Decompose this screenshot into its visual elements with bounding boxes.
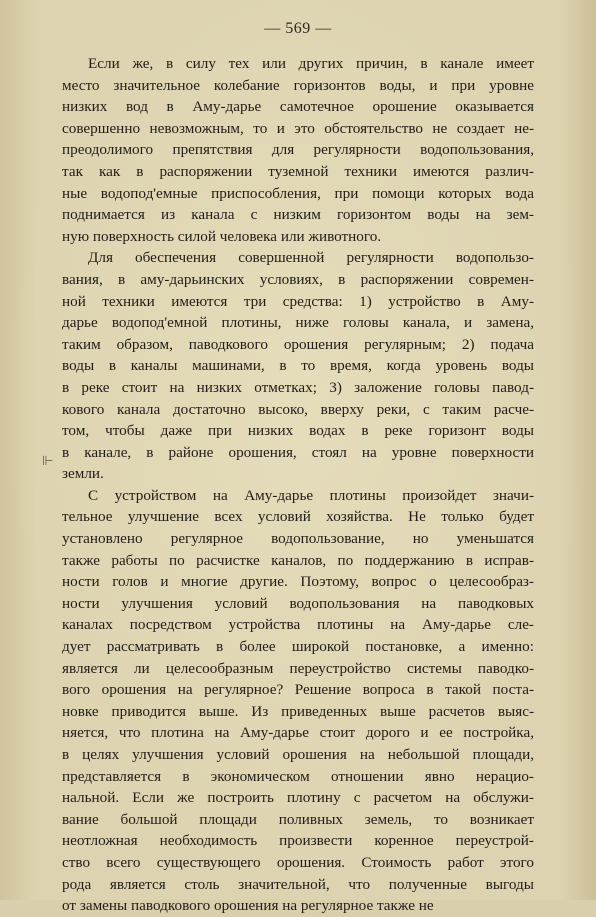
text-line: так как в распоряжении туземной техники имеются различ- [62,162,534,180]
text-line: ные водопод'емные приспособления, при помощи которых вода [62,184,534,202]
text-line: представляется в экономическом отношении явно нерацио- [62,767,534,785]
text-line: том, чтобы даже при низких водах в реке горизонт воды [62,422,534,440]
text-line: кового канала достаточно высоко, вверху реки, с таким расче- [62,400,534,418]
text-line: ство всего существующего орошения. Стоимость работ этого [62,853,534,871]
text-line: преодолимого препятствия для регулярности водопользования, [62,141,534,159]
text-line: вания, в аму-дарьинских условиях, в распоряжении современ- [62,270,534,288]
text-line: также работы по расчистке каналов, по поддержанию в исправ- [62,551,534,569]
text-line: совершенно невозможным, то и это обстоятельство не создает не- [62,119,534,137]
margin-mark: ⊩ [42,454,54,469]
text-line: Если же, в силу тех или других причин, в канале имеет [88,55,534,72]
text-line: неотложная необходимость произвести коренное переустрой- [62,832,534,850]
paragraph [62,53,534,247]
text-line: вание большой площади поливных земель, то возникает [62,810,534,828]
text-line: от замены паводкового орошения на регулярное также не [62,897,434,915]
text-line: в канале, в районе орошения, стоял на уровне поверхности [62,443,534,461]
text-line: воды в каналы машинами, в то время, когда уровень воды [62,357,534,375]
text-line: поднимается из канала с низким горизонтом воды на зем- [62,206,534,224]
text-line: нальной. Если же построить плотину с расчетом на обслужи- [62,789,534,807]
text-line: каналах посредством устройства плотины на Аму-дарье сле- [62,616,534,634]
text-line: в целях улучшения условий орошения на небольшой площади, [62,746,534,763]
text-line: вого орошения на регулярное? Решение вопроса в такой поста- [62,681,534,699]
body-text [62,53,534,917]
text-line: таким образом, паводкового орошения регулярным; 2) подача [62,335,534,353]
text-line: дует рассматривать в более широкой постановке, а именно: [62,638,534,656]
text-line: является ли целесообразным переустройство системы паводко- [62,659,534,677]
text-line: тельное улучшение всех условий хозяйства. Не только будет [62,508,534,526]
text-line: в реке стоит на низких отметках; 3) заложение головы павод- [62,378,534,396]
text-line: рода является столь значительной, что полученные выгоды [62,875,534,893]
text-line: низких вод в Аму-дарье самотечное орошение оказывается [62,98,534,116]
text-line: ности голов и многие другие. Поэтому, вопрос о целесообраз- [62,573,534,591]
page-number: — 569 — [264,20,332,37]
text-line: ной техники имеются три средства: 1) устройство в Аму- [62,292,534,310]
text-line: дарье водопод'емной плотины, ниже головы канала, и замена, [62,314,534,332]
paragraph [62,247,534,485]
text-line: няется, что плотина на Аму-дарье стоит дорого и ее постройка, [62,724,534,742]
paragraph [62,485,534,917]
text-line: Для обеспечения совершенной регулярности водопользо- [88,249,534,267]
text-line: новке приводится выше. Из приведенных выше расчетов выяс- [62,702,534,720]
text-line: установлено регулярное водопользование, но уменьшатся [62,530,534,548]
text-line: место значительное колебание горизонтов воды, и при уровне [62,76,534,94]
text-line: земли. [62,465,104,483]
text-line: ную поверхность силой человека или животного. [62,227,382,245]
text-line: С устройством на Аму-дарье плотины произойдет значи- [88,486,534,504]
text-line: ности улучшения условий водопользования на паводковых [62,594,534,612]
